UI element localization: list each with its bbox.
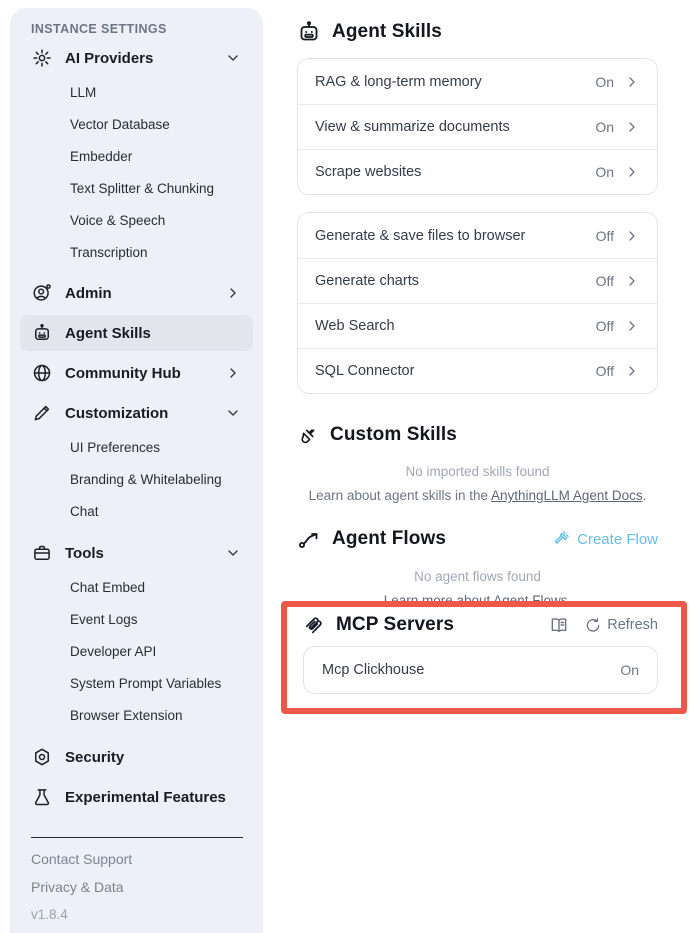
sidebar-item-label: Agent Skills bbox=[65, 324, 151, 342]
sidebar-item-admin[interactable] bbox=[20, 275, 253, 311]
status-badge: Off bbox=[595, 227, 614, 244]
sidebar-item-voice-speech[interactable]: Voice & Speech bbox=[70, 212, 166, 228]
skill-label: Generate charts bbox=[315, 273, 419, 289]
privacy-data-link[interactable]: Privacy & Data bbox=[31, 879, 124, 895]
skill-row-view-summarize[interactable] bbox=[298, 104, 657, 149]
skill-row-generate-charts[interactable] bbox=[298, 258, 657, 303]
mcp-servers-section bbox=[287, 607, 681, 694]
sidebar-divider bbox=[31, 837, 243, 838]
sidebar-item-embedder[interactable]: Embedder bbox=[70, 148, 133, 164]
chevron-right-icon bbox=[624, 74, 640, 90]
globe-icon bbox=[32, 363, 52, 383]
skill-row-sql-connector[interactable] bbox=[298, 348, 657, 393]
sidebar-heading: INSTANCE SETTINGS bbox=[31, 22, 167, 36]
agent-flows-header bbox=[297, 527, 658, 551]
skill-label: Scrape websites bbox=[315, 164, 422, 180]
chevron-down-icon bbox=[225, 545, 241, 561]
refresh-label: Refresh bbox=[607, 617, 658, 633]
agent-docs-link[interactable]: AnythingLLM Agent Docs bbox=[491, 488, 643, 503]
sidebar-footer bbox=[31, 851, 263, 922]
sidebar-item-label: Security bbox=[65, 748, 125, 766]
sidebar-item-text-splitter[interactable]: Text Splitter & Chunking bbox=[70, 180, 215, 196]
custom-skills-empty-text: No imported skills found bbox=[405, 464, 550, 479]
plug-icon bbox=[297, 424, 319, 446]
skill-label: SQL Connector bbox=[315, 363, 415, 379]
section-title: Agent Skills bbox=[332, 21, 442, 42]
status-badge: On bbox=[595, 119, 614, 135]
sidebar-item-system-prompt-variables[interactable]: System Prompt Variables bbox=[70, 675, 222, 691]
status-badge: On bbox=[595, 73, 614, 90]
sidebar-item-label: Community Hub bbox=[65, 364, 181, 382]
flow-arrow-icon bbox=[297, 527, 321, 551]
agent-flows-empty-text: No agent flows found bbox=[414, 569, 541, 584]
create-flow-button[interactable] bbox=[552, 530, 658, 548]
security-nut-icon bbox=[32, 747, 52, 767]
mcp-server-row-clickhouse[interactable] bbox=[303, 646, 658, 694]
section-title: MCP Servers bbox=[336, 614, 454, 635]
hammer-icon bbox=[552, 530, 570, 548]
pencil-icon bbox=[32, 403, 52, 423]
annotation-highlight bbox=[281, 601, 687, 714]
sidebar-item-chat[interactable]: Chat bbox=[70, 503, 99, 519]
sidebar-item-ai-providers[interactable] bbox=[20, 40, 253, 76]
chevron-right-icon bbox=[624, 318, 640, 334]
sidebar-item-security[interactable] bbox=[20, 739, 253, 775]
refresh-icon bbox=[585, 617, 601, 633]
chevron-right-icon bbox=[225, 365, 241, 381]
sidebar-item-customization[interactable] bbox=[20, 395, 253, 431]
chevron-down-icon bbox=[225, 50, 241, 66]
section-title: Agent Flows bbox=[332, 528, 447, 549]
sidebar-item-branding[interactable]: Branding & Whitelabeling bbox=[70, 471, 222, 487]
status-badge: Off bbox=[595, 273, 614, 289]
status-badge: On bbox=[620, 662, 639, 678]
chevron-right-icon bbox=[624, 363, 640, 379]
skill-row-generate-save-files[interactable] bbox=[298, 213, 657, 258]
status-badge: Off bbox=[595, 363, 614, 379]
sidebar-item-vector-database[interactable]: Vector Database bbox=[70, 116, 170, 132]
docs-book-icon[interactable] bbox=[549, 615, 569, 635]
skill-label: View & summarize documents bbox=[315, 119, 510, 135]
chevron-right-icon bbox=[624, 119, 640, 135]
custom-skills-hint bbox=[297, 488, 658, 503]
skill-row-web-search[interactable] bbox=[298, 303, 657, 348]
custom-skills-header bbox=[297, 424, 658, 446]
status-badge: Off bbox=[595, 318, 614, 334]
mcp-server-name: Mcp Clickhouse bbox=[322, 662, 425, 678]
status-badge: On bbox=[595, 164, 614, 180]
skill-label: Web Search bbox=[315, 318, 395, 334]
sidebar-item-browser-extension[interactable]: Browser Extension bbox=[70, 707, 183, 723]
robot-icon bbox=[297, 20, 321, 44]
chevron-down-icon bbox=[225, 405, 241, 421]
gear-icon bbox=[32, 48, 52, 68]
mcp-logo-icon bbox=[303, 614, 325, 636]
sidebar-item-llm[interactable]: LLM bbox=[70, 84, 97, 100]
main-content bbox=[297, 0, 658, 608]
contact-support-link[interactable]: Contact Support bbox=[31, 851, 133, 867]
mcp-servers-header bbox=[303, 614, 658, 636]
chevron-right-icon bbox=[225, 285, 241, 301]
flask-icon bbox=[32, 787, 52, 807]
sidebar-item-label: AI Providers bbox=[65, 49, 154, 67]
agent-skills-group-1 bbox=[297, 58, 658, 195]
refresh-button[interactable] bbox=[585, 617, 658, 633]
agent-skills-header bbox=[297, 20, 658, 44]
agent-flows-title-wrap bbox=[297, 527, 446, 551]
chevron-right-icon bbox=[624, 273, 640, 289]
chevron-right-icon bbox=[624, 228, 640, 244]
admin-user-icon bbox=[32, 283, 52, 303]
sidebar-nav bbox=[10, 40, 263, 815]
skill-row-scrape-websites[interactable] bbox=[298, 149, 657, 194]
sidebar-item-label: Customization bbox=[65, 404, 169, 422]
sidebar-item-label: Tools bbox=[65, 544, 104, 562]
mcp-actions bbox=[549, 615, 658, 635]
sidebar-item-event-logs[interactable]: Event Logs bbox=[70, 611, 138, 627]
sidebar-item-chat-embed[interactable]: Chat Embed bbox=[70, 579, 146, 595]
create-flow-label: Create Flow bbox=[577, 530, 658, 548]
robot-icon bbox=[32, 323, 52, 343]
section-title: Custom Skills bbox=[330, 424, 457, 445]
sidebar-item-transcription[interactable]: Transcription bbox=[70, 244, 148, 260]
app-version: v1.8.4 bbox=[31, 907, 68, 922]
skill-label: Generate & save files to browser bbox=[315, 227, 526, 244]
sidebar-item-ui-preferences[interactable]: UI Preferences bbox=[70, 439, 161, 455]
sidebar-item-agent-skills[interactable] bbox=[20, 315, 253, 351]
agent-skills-group-2 bbox=[297, 212, 658, 394]
briefcase-icon bbox=[32, 543, 52, 563]
sidebar-item-tools[interactable] bbox=[20, 535, 253, 571]
sidebar bbox=[10, 8, 263, 933]
sidebar-item-developer-api[interactable]: Developer API bbox=[70, 643, 157, 659]
sidebar-item-experimental-features[interactable] bbox=[20, 779, 253, 815]
sidebar-item-community-hub[interactable] bbox=[20, 355, 253, 391]
hint-prefix: Learn about agent skills in the bbox=[308, 488, 492, 503]
skill-row-rag-memory[interactable] bbox=[298, 59, 657, 104]
sidebar-item-label: Experimental Features bbox=[65, 788, 226, 806]
sidebar-item-label: Admin bbox=[65, 284, 112, 302]
hint-suffix: . bbox=[642, 488, 647, 503]
skill-label: RAG & long-term memory bbox=[315, 73, 482, 90]
chevron-right-icon bbox=[624, 164, 640, 180]
